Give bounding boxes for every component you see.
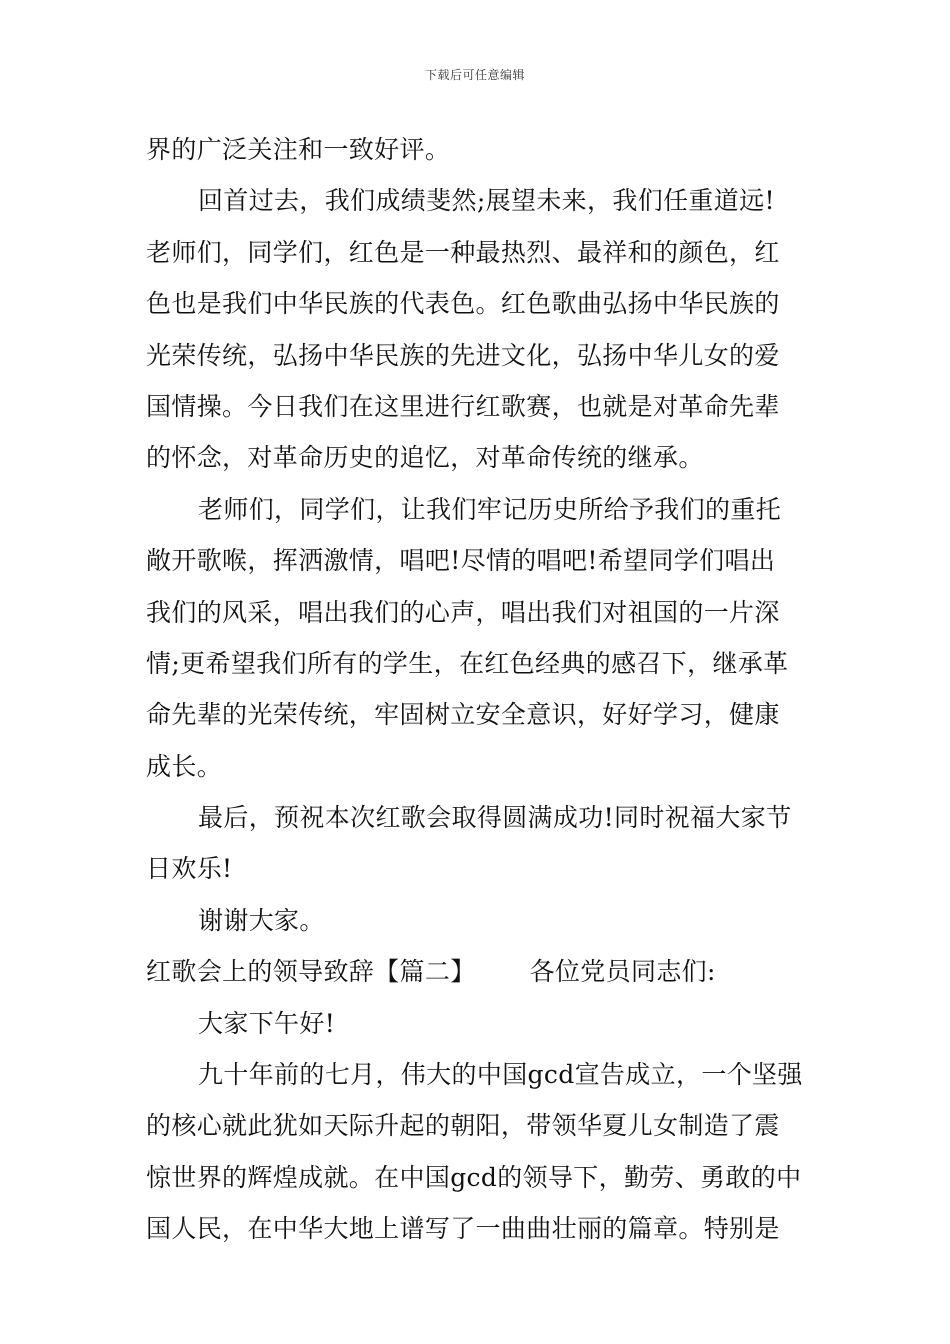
section-heading-line	[146, 946, 811, 997]
text-line: 色也是我们中华民族的代表色。红色歌曲弘扬中华民族的	[146, 289, 780, 319]
text-line: 敞开歌喉，挥洒激情，唱吧!尽情的唱吧!希望同学们唱出	[146, 546, 776, 576]
text-line: 国人民，在中华大地上谱写了一曲曲壮丽的篇章。特别是	[146, 1214, 780, 1244]
paragraph-line: 九十年前的七月，伟大的中国gcd宣告成立，一个坚强	[198, 1060, 803, 1090]
text-line: 成长。	[146, 751, 223, 781]
paragraph-line: 回首过去，我们成绩斐然;展望未来，我们任重道远!	[198, 186, 775, 216]
text-line: 日欢乐!	[146, 854, 233, 884]
page-header: 下载后可任意编辑	[424, 68, 525, 82]
paragraph-line: 大家下午好!	[198, 1008, 336, 1038]
document-body	[146, 124, 811, 1255]
text-line: 命先辈的光荣传统，牢固树立安全意识，好好学习，健康	[146, 700, 780, 730]
paragraph-line: 谢谢大家。	[198, 905, 325, 935]
text-line: 老师们，同学们，红色是一种最热烈、最祥和的颜色，红	[146, 237, 780, 267]
text-line: 国情操。今日我们在这里进行红歌赛，也就是对革命先辈	[146, 391, 780, 421]
text-line: 光荣传统，弘扬中华民族的先进文化，弘扬中华儿女的爱	[146, 340, 780, 370]
paragraph-line: 最后，预祝本次红歌会取得圆满成功!同时祝福大家节	[198, 803, 792, 833]
text-line: 我们的风采，唱出我们的心声，唱出我们对祖国的一片深	[146, 597, 780, 627]
text-line: 界的广泛关注和一致好评。	[146, 135, 451, 164]
salutation: 各位党员同志们:	[529, 957, 716, 987]
paragraph-line: 老师们，同学们，让我们牢记历史所给予我们的重托	[198, 494, 782, 524]
text-line: 的怀念，对革命历史的追忆，对革命传统的继承。	[146, 443, 704, 473]
text-line: 情;更希望我们所有的学生，在红色经典的感召下，继承革	[146, 648, 789, 678]
section-title: 红歌会上的领导致辞【篇二】	[146, 957, 476, 987]
text-line: 的核心就此犹如天际升起的朝阳，带领华夏儿女制造了震	[146, 1111, 780, 1141]
text-line: 惊世界的辉煌成就。在中国gcd的领导下，勤劳、勇敢的中	[146, 1162, 802, 1192]
